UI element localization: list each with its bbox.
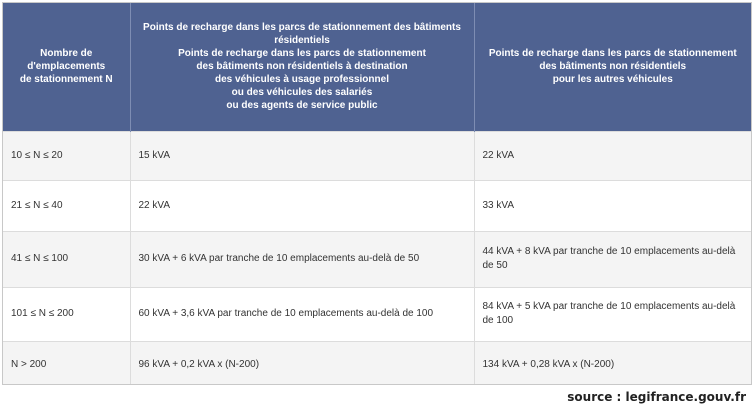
cell-other-power: 44 kVA + 8 kVA par tranche de 10 emplacements au-delà de 50 — [474, 231, 751, 287]
cell-residential-power: 96 kVA + 0,2 kVA x (N-200) — [130, 341, 474, 385]
cell-other-power: 84 kVA + 5 kVA par tranche de 10 emplacements au-delà de 100 — [474, 287, 751, 341]
cell-range: 41 ≤ N ≤ 100 — [3, 231, 130, 287]
header-parking-spaces: Nombre de d'emplacements de stationnement N — [3, 3, 130, 131]
cell-residential-power: 15 kVA — [130, 131, 474, 180]
cell-other-power: 134 kVA + 0,28 kVA x (N-200) — [474, 341, 751, 385]
table-row — [3, 287, 751, 341]
cell-range: 21 ≤ N ≤ 40 — [3, 180, 130, 231]
table-row — [3, 131, 751, 180]
cell-range: 10 ≤ N ≤ 20 — [3, 131, 130, 180]
cell-other-power: 22 kVA — [474, 131, 751, 180]
header-other-vehicles: Points de recharge dans les parcs de stationnement des bâtiments non résidentiels pour les autres véhicules — [474, 3, 751, 131]
table-row — [3, 341, 751, 385]
cell-range: 101 ≤ N ≤ 200 — [3, 287, 130, 341]
cell-other-power: 33 kVA — [474, 180, 751, 231]
cell-residential-power: 30 kVA + 6 kVA par tranche de 10 emplacements au-delà de 50 — [130, 231, 474, 287]
cell-residential-power: 22 kVA — [130, 180, 474, 231]
power-requirements-table — [3, 3, 751, 385]
cell-range: N > 200 — [3, 341, 130, 385]
table-header-row — [3, 3, 751, 131]
table-row — [3, 180, 751, 231]
cell-residential-power: 60 kVA + 3,6 kVA par tranche de 10 emplacements au-delà de 100 — [130, 287, 474, 341]
power-requirements-table-container — [2, 2, 752, 385]
source-caption: source : legifrance.gouv.fr — [567, 390, 746, 404]
table-row — [3, 231, 751, 287]
header-residential-professional: Points de recharge dans les parcs de stationnement des bâtiments résidentiels Points de recharge dans les parcs de stationnement des bâtiments non résidentiels à destination des véhicules à usage professionnel ou des véhicules des salariés ou des agents de service public — [130, 3, 474, 131]
